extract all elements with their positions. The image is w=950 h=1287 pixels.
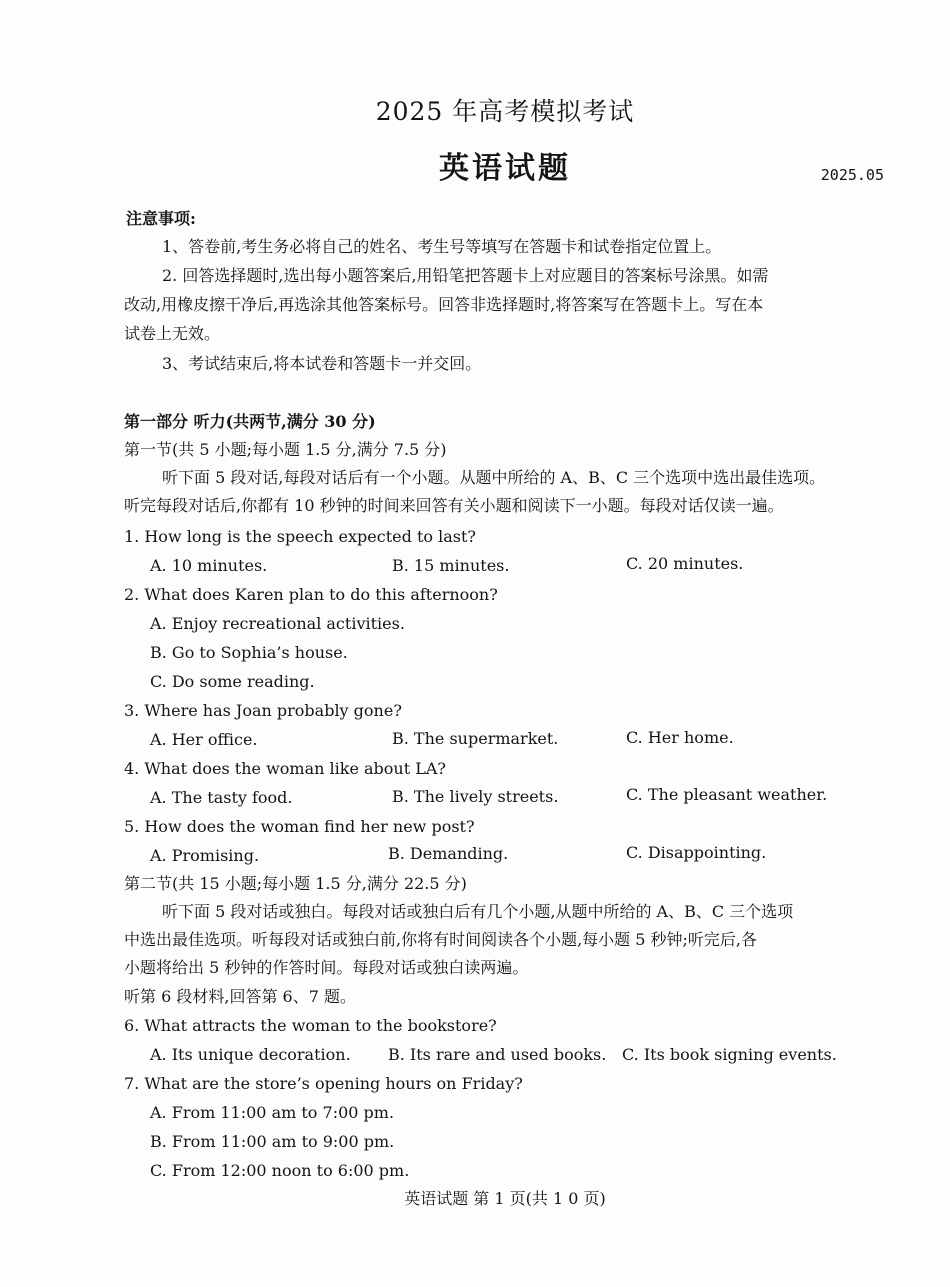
question-1-option-c: C. 20 minutes. [626, 554, 744, 573]
part1-heading: 第一部分 听力(共两节,满分 30 分) [124, 412, 376, 431]
exam-date: 2025.05 [820, 166, 884, 184]
question-2-stem: 2. What does Karen plan to do this afternoon? [124, 585, 498, 604]
question-4-stem: 4. What does the woman like about LA? [124, 759, 446, 778]
notice-item-3: 3、考试结束后,将本试卷和答题卡一并交回。 [162, 354, 482, 373]
question-3-stem: 3. Where has Joan probably gone? [124, 701, 402, 720]
question-5-stem: 5. How does the woman find her new post? [124, 817, 475, 836]
question-6-option-b: B. Its rare and used books. [388, 1045, 607, 1064]
exam-title: 2025 年高考模拟考试 [375, 97, 635, 126]
notice-heading: 注意事项: [126, 209, 196, 228]
material-6-instruction: 听第 6 段材料,回答第 6、7 题。 [124, 987, 356, 1006]
question-4-option-b: B. The lively streets. [392, 787, 559, 806]
question-3-option-a: A. Her office. [150, 730, 258, 749]
question-2-option-b: B. Go to Sophia’s house. [150, 643, 348, 662]
question-5-option-a: A. Promising. [150, 846, 260, 865]
notice-item-2-line-2: 改动,用橡皮擦干净后,再选涂其他答案标号。回答非选择题时,将答案写在答题卡上。写在本 [124, 295, 764, 314]
page-footer: 英语试题 第 1 页(共 1 0 页) [404, 1189, 606, 1208]
question-7-option-b: B. From 11:00 am to 9:00 pm. [150, 1132, 395, 1151]
question-4-option-a: A. The tasty food. [150, 788, 293, 807]
question-5-option-b: B. Demanding. [388, 844, 509, 863]
section2-heading: 第二节(共 15 小题;每小题 1.5 分,满分 22.5 分) [124, 874, 467, 893]
section2-instructions-line-3: 小题将给出 5 秒钟的作答时间。每段对话或独白读两遍。 [124, 958, 529, 977]
question-1-stem: 1. How long is the speech expected to last? [124, 527, 476, 546]
question-7-option-c: C. From 12:00 noon to 6:00 pm. [150, 1161, 410, 1180]
question-2-option-c: C. Do some reading. [150, 672, 315, 691]
section1-heading: 第一节(共 5 小题;每小题 1.5 分,满分 7.5 分) [124, 440, 447, 459]
subject-title: 英语试题 [439, 151, 571, 186]
question-6-option-a: A. Its unique decoration. [150, 1045, 351, 1064]
section2-instructions-line-2: 中选出最佳选项。听每段对话或独白前,你将有时间阅读各个小题,每小题 5 秒钟;听完后,各 [124, 930, 758, 949]
notice-item-2-line-3: 试卷上无效。 [124, 324, 221, 343]
question-7-stem: 7. What are the store’s opening hours on Friday? [124, 1074, 523, 1093]
question-1-option-a: A. 10 minutes. [150, 556, 268, 575]
notice-item-1: 1、答卷前,考生务必将自己的姓名、考生号等填写在答题卡和试卷指定位置上。 [162, 237, 722, 256]
question-2-option-a: A. Enjoy recreational activities. [150, 614, 405, 633]
section2-instructions-line-1: 听下面 5 段对话或独白。每段对话或独白后有几个小题,从题中所给的 A、B、C 三个选项 [162, 902, 794, 921]
question-3-option-c: C. Her home. [626, 728, 734, 747]
question-3-option-b: B. The supermarket. [392, 729, 559, 748]
question-6-option-c: C. Its book signing events. [622, 1045, 837, 1064]
question-7-option-a: A. From 11:00 am to 7:00 pm. [150, 1103, 395, 1122]
question-4-option-c: C. The pleasant weather. [626, 785, 828, 804]
section1-instructions-line-1: 听下面 5 段对话,每段对话后有一个小题。从题中所给的 A、B、C 三个选项中选出最佳选项。 [162, 468, 826, 487]
notice-item-2-line-1: 2. 回答选择题时,选出每小题答案后,用铅笔把答题卡上对应题目的答案标号涂黑。如需 [162, 266, 769, 285]
question-5-option-c: C. Disappointing. [626, 843, 767, 862]
question-6-stem: 6. What attracts the woman to the bookstore? [124, 1016, 497, 1035]
section1-instructions-line-2: 听完每段对话后,你都有 10 秒钟的时间来回答有关小题和阅读下一小题。每段对话仅读一遍。 [124, 496, 784, 515]
question-1-option-b: B. 15 minutes. [392, 556, 510, 575]
